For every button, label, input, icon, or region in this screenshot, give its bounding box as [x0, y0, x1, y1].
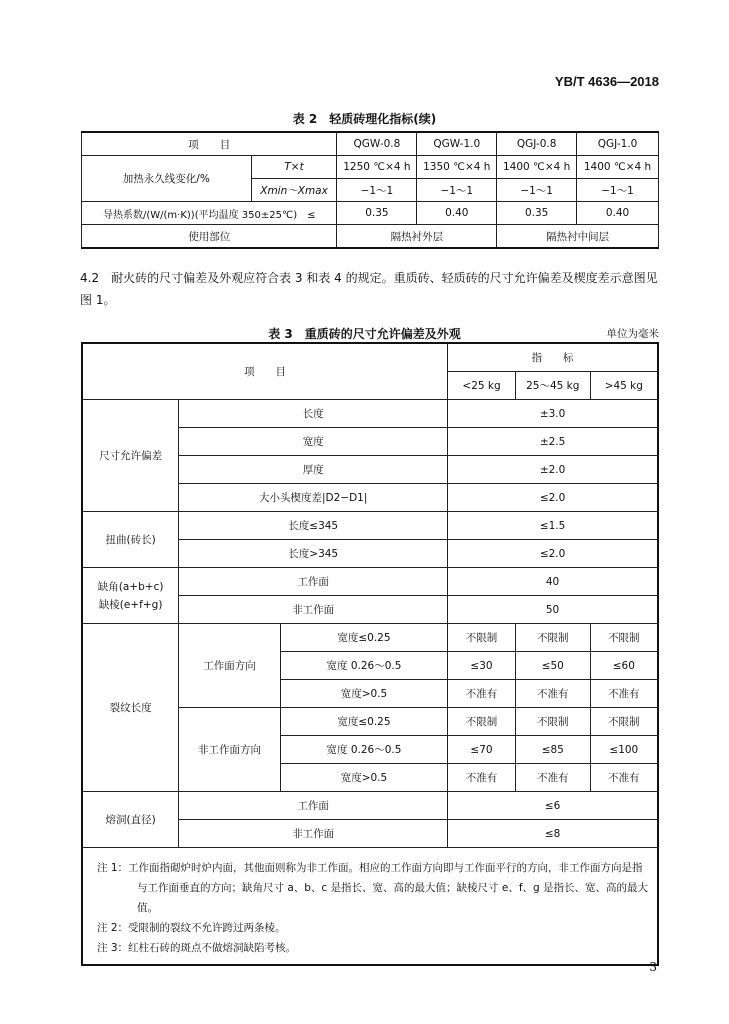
table3-row-label: 长度>345: [179, 540, 448, 568]
table3-cell: 不准有: [515, 764, 590, 792]
table2-cell: −1～1: [497, 179, 577, 202]
table3-cell: 不准有: [590, 764, 658, 792]
table2-k-label: 导热系数/(W/(m·K))(平均温度 350±25℃) ≤: [82, 202, 337, 225]
table2-pcl-label: 加热永久线变化/%: [82, 156, 252, 202]
table2-cell: 0.35: [497, 202, 577, 225]
table3-row: [82, 400, 658, 428]
table3-cell: ≤60: [590, 652, 658, 680]
table3-row-label: 长度: [179, 400, 448, 428]
table3-corner-label-1: 缺角(a+b+c): [97, 580, 164, 593]
table2-grade: QGJ-1.0: [577, 132, 659, 156]
table2-head-item: 项 目: [82, 132, 337, 156]
table3-caption: 表 3 重质砖的尺寸允许偏差及外观: [268, 327, 461, 341]
table3-row-label: 宽度 0.26～0.5: [280, 736, 447, 764]
table2-cell: 0.35: [337, 202, 417, 225]
table3-weight: <25 kg: [448, 372, 516, 400]
standard-number: YB/T 4636—2018: [554, 74, 659, 89]
table3-row: [82, 512, 658, 540]
table3-crack-work: 工作面方向: [179, 624, 281, 708]
table2-cell: −1～1: [577, 179, 659, 202]
table3-row-label: 工作面: [179, 568, 448, 596]
table3-corner-group: [82, 568, 179, 624]
table2-cell: 1250 ℃×4 h: [337, 156, 417, 179]
table2-cell: 0.40: [577, 202, 659, 225]
table3-row-label: 工作面: [179, 792, 448, 820]
table3-cell: 不限制: [515, 708, 590, 736]
table3-unit: 单位为毫米: [606, 328, 659, 340]
table3-row-value: ≤8: [448, 820, 658, 848]
table3-weight: >45 kg: [590, 372, 658, 400]
table3-cell: ≤50: [515, 652, 590, 680]
table2-use-middle: 隔热衬中间层: [497, 225, 659, 249]
table3-row-label: 非工作面: [179, 596, 448, 624]
table3-row-value: ±3.0: [448, 400, 658, 428]
table2-row-use: [82, 225, 659, 249]
table3-row-value: ≤2.0: [448, 540, 658, 568]
table2-cell: −1～1: [417, 179, 497, 202]
table3-note-1: 注 1：工作面指砌炉时炉内面，其他面则称为非工作面。相应的工作面方向即与工作面平行的方向，非工作面方向是指与工作面垂直的方向；缺角尺寸 a、b、c 是指长、宽、高的最大值；缺棱尺寸 e、f、g 是指长、宽、高的最大值。: [97, 862, 649, 914]
table3-crack-nonwork: 非工作面方向: [179, 708, 281, 792]
table2-header-row: [82, 132, 659, 156]
table2-cell: 0.40: [417, 202, 497, 225]
table3-row-value: 50: [448, 596, 658, 624]
table3-cell: 不限制: [590, 624, 658, 652]
table2-row-conductivity: [82, 202, 659, 225]
table3-header-row: [82, 343, 658, 372]
table3-cell: 不限制: [590, 708, 658, 736]
table3-row-label: 厚度: [179, 456, 448, 484]
table3-notes-row: [82, 848, 658, 966]
table3-row: [82, 568, 658, 596]
table3-row-value: ≤2.0: [448, 484, 658, 512]
table3-note-3: 注 3：红柱石砖的斑点不做熔洞缺陷考核。: [97, 942, 297, 954]
table2-caption: 表 2 轻质砖理化指标(续): [292, 112, 437, 126]
table3-row-label: 长度≤345: [179, 512, 448, 540]
table3-row-value: ±2.0: [448, 456, 658, 484]
table3-row-label: 宽度>0.5: [280, 680, 447, 708]
table2: [81, 131, 659, 249]
table2-tt-label: T×t: [251, 156, 337, 179]
table3-row-label: 大小头楔度差|D2−D1|: [179, 484, 448, 512]
table3-cell: 不准有: [448, 764, 516, 792]
table2-grade: QGW-0.8: [337, 132, 417, 156]
table2-cell: −1～1: [337, 179, 417, 202]
table3-hole-group: 熔洞(直径): [82, 792, 179, 848]
table3-cell: ≤85: [515, 736, 590, 764]
table3-row: [82, 624, 658, 652]
table3-head-index: 指 标: [448, 343, 658, 372]
table3-corner-label-2: 缺棱(e+f+g): [98, 598, 163, 611]
table3-row-label: 宽度≤0.25: [280, 708, 447, 736]
table3-weight: 25～45 kg: [515, 372, 590, 400]
table3-crack-group: 裂纹长度: [82, 624, 179, 792]
table3-notes: [82, 848, 658, 966]
table3-row-value: ≤6: [448, 792, 658, 820]
table3-row-label: 宽度: [179, 428, 448, 456]
table2-grade: QGW-1.0: [417, 132, 497, 156]
table2-x-label: Xmin～Xmax: [251, 179, 337, 202]
table3-row-value: ±2.5: [448, 428, 658, 456]
table3-row-label: 宽度≤0.25: [280, 624, 447, 652]
table3-row-label: 宽度>0.5: [280, 764, 447, 792]
table3-cell: 不限制: [448, 624, 516, 652]
table2-cell: 1400 ℃×4 h: [497, 156, 577, 179]
table2-use-label: 使用部位: [82, 225, 337, 249]
table2-cell: 1400 ℃×4 h: [577, 156, 659, 179]
table3-cell: ≤100: [590, 736, 658, 764]
table3-row-value: ≤1.5: [448, 512, 658, 540]
table2-cell: 1350 ℃×4 h: [417, 156, 497, 179]
table3-dim-group: 尺寸允许偏差: [82, 400, 179, 512]
table3-cell: 不准有: [448, 680, 516, 708]
table3-cell: ≤30: [448, 652, 516, 680]
table3-cell: ≤70: [448, 736, 516, 764]
table3-note-2: 注 2：受限制的裂纹不允许跨过两条棱。: [97, 922, 286, 934]
table3-head-item: 项 目: [82, 343, 448, 400]
table2-grade: QGJ-0.8: [497, 132, 577, 156]
table3-warp-group: 扭曲(砖长): [82, 512, 179, 568]
table2-row-tt: [82, 156, 659, 179]
table2-use-outer: 隔热衬外层: [337, 225, 497, 249]
table3-row-value: 40: [448, 568, 658, 596]
table3-row: [82, 792, 658, 820]
table3-cell: 不准有: [590, 680, 658, 708]
table3-cell: 不限制: [448, 708, 516, 736]
table3-cell: 不限制: [515, 624, 590, 652]
table3-row-label: 宽度 0.26～0.5: [280, 652, 447, 680]
table3-cell: 不准有: [515, 680, 590, 708]
table3: [81, 342, 659, 966]
clause-4-2: 4.2 耐火砖的尺寸偏差及外观应符合表 3 和表 4 的规定。重质砖、轻质砖的尺寸允许偏差及楔度差示意图见图 1。: [80, 271, 658, 307]
table3-row-label: 非工作面: [179, 820, 448, 848]
page-number: 3: [649, 960, 657, 974]
